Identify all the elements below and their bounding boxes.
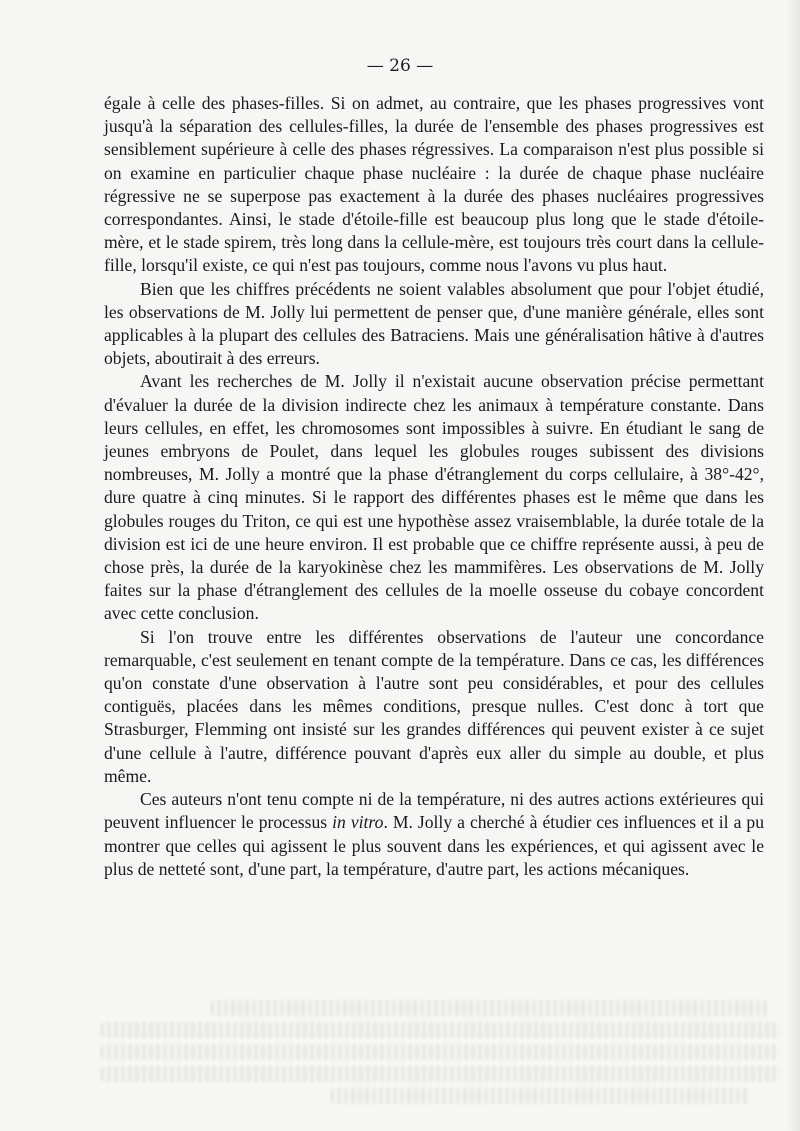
paragraph-5-start: Ces auteurs n'ont tenu compte ni de la température, ni des autres actions extérieures qui peuvent influencer le processus <box>104 789 764 833</box>
paragraph-5-end: . M. Jolly a cherché à étudier ces influences et il a pu montrer que celles qui agissent le plus souvent dans les expériences, et qui agissent avec le plus de netteté sont, d'une part, la température, d'autre part, les actions mécaniques. <box>104 812 764 879</box>
paragraph-2: Bien que les chiffres précédents ne soient valables absolument que pour l'objet étudié, les observations de M. Jolly lui permettent de penser que, d'une manière générale, elles sont applicables à la plupart des cellules des Batraciens. Mais une généralisation hâtive à d'autres objets, aboutirait à des erreurs. <box>104 278 764 369</box>
body-text <box>104 92 764 881</box>
bleed-through-text <box>210 1000 770 1016</box>
paragraph-1: égale à celle des phases-filles. Si on admet, au contraire, que les phases progressives vont jusqu'à la séparation des cellules-filles, la durée de l'ensemble des phases progressives est sensiblement supérieure à celle des phases régressives. La comparaison n'est plus possible si on examine en particulier chaque phase nucléaire : la durée de chaque phase nucléaire régressive ne se superpose pas exactement à la durée des phases nucléaires progressives correspondantes. Ainsi, le stade d'étoile-fille est beaucoup plus long que le stade d'étoile-mère, et le stade spirem, très long dans la cellule-mère, est toujours très court dans la cellule-fille, lorsqu'il existe, ce qui n'est pas toujours, comme nous l'avons vu plus haut. <box>104 93 764 276</box>
bleed-through-text <box>100 1022 780 1038</box>
paragraph-3: Avant les recherches de M. Jolly il n'existait aucune observation précise permettant d'évaluer la durée de la division indirecte chez les animaux à température constante. Dans leurs cellules, en effet, les chromosomes sont impossibles à suivre. En étudiant le sang de jeunes embryons de Poulet, dans lequel les globules rouges subissent des divisions nombreuses, M. Jolly a montré que la phase d'étranglement du corps cellulaire, à 38°-42°, dure quatre à cinq minutes. Si le rapport des différentes phases est le même que dans les globules rouges du Triton, ce qui est une hypothèse assez vraisemblable, la durée totale de la division est ici de une heure environ. Il est probable que ce chiffre représente aussi, à peu de chose près, la durée de la karyokinèse chez les mammifères. Les observations de M. Jolly faites sur la phase d'étranglement des cellules de la moelle osseuse du cobaye concordent avec cette conclusion. <box>104 371 764 624</box>
page-edge-shadow <box>786 0 800 1131</box>
italic-term: in vitro <box>332 812 384 833</box>
bleed-through-text <box>100 1066 780 1082</box>
bleed-through-text <box>330 1088 750 1104</box>
page-number: — 26 — <box>366 56 434 76</box>
paragraph-5 <box>104 788 764 881</box>
paragraph-4: Si l'on trouve entre les différentes observations de l'auteur une concordance remarquable, c'est seulement en tenant compte de la température. Dans ce cas, les différences qu'on constate d'une observation à l'autre sont peu considérables, et pour des cellules contiguës, placées dans les mêmes conditions, presque nulles. C'est donc à tort que Strasburger, Flemming ont insisté sur les grandes différences qui peuvent exister à ce sujet d'une cellule à l'autre, différence pouvant d'après eux aller du simple au double, et plus même. <box>104 626 764 786</box>
bleed-through-text <box>100 1044 780 1060</box>
